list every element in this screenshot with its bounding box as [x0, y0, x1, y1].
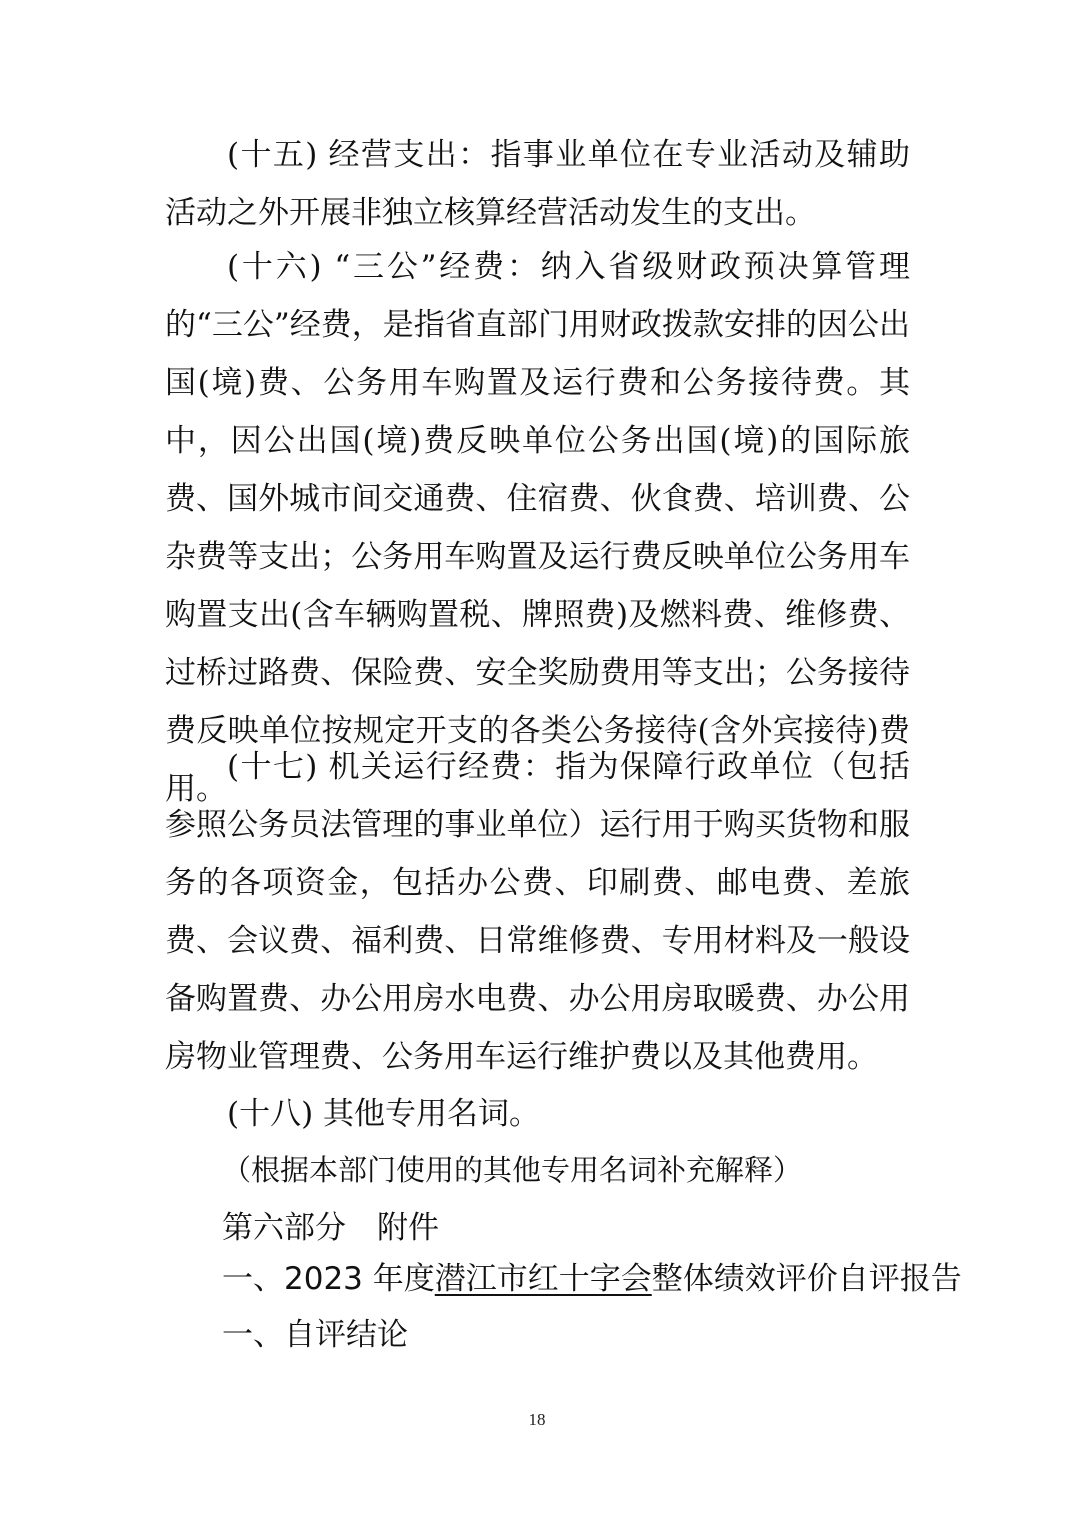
paragraph-17: (十七) 机关运行经费：指为保障行政单位（包括参照公务员法管理的事业单位）运行用于购买货物和服务的各项资金，包括办公费、印刷费、邮电费、差旅费、会议费、福利费、日常维修费、专用材料及一般设备购置费、办公用房水电费、办公用房取暖费、办公用房物业管理费、公务用车运行维护费以及其他费用。: [165, 749, 910, 1075]
page-number: 18: [528, 1410, 546, 1429]
report-title: [222, 1257, 962, 1301]
paragraph-16: (十六) “三公”经费：纳入省级财政预决算管理的“三公”经费，是指省直部门用财政拨款安排的因公出国(境)费、公务用车购置及运行费和公务接待费。其中，因公出国(境)费反映单位公务出国(境)的国际旅费、国外城市间交通费、住宿费、伙食费、培训费、公杂费等支出；公务用车购置及运行费反映单位公务用车购置支出(含车辆购置税、牌照费)及燃料费、维修费、过桥过路费、保险费、安全奖励费用等支出；公务接待费反映单位按规定开支的各类公务接待(含外宾接待)费用。: [165, 249, 910, 807]
paragraph-15: (十五) 经营支出：指事业单位在专业活动及辅助活动之外开展非独立核算经营活动发生的支出。: [165, 137, 910, 231]
supplement-note: （根据本部门使用的其他专用名词补充解释）: [222, 1153, 803, 1187]
section-title: 一、自评结论: [222, 1317, 408, 1353]
report-title-prefix: 一、2023 年度: [222, 1261, 435, 1297]
report-title-organization: 潜江市红十字会: [434, 1261, 652, 1297]
paragraph-18: (十八) 其他专用名词。: [227, 1096, 541, 1132]
part-title: 第六部分 附件: [222, 1210, 439, 1246]
report-title-suffix: 整体绩效评价自评报告: [651, 1261, 962, 1297]
